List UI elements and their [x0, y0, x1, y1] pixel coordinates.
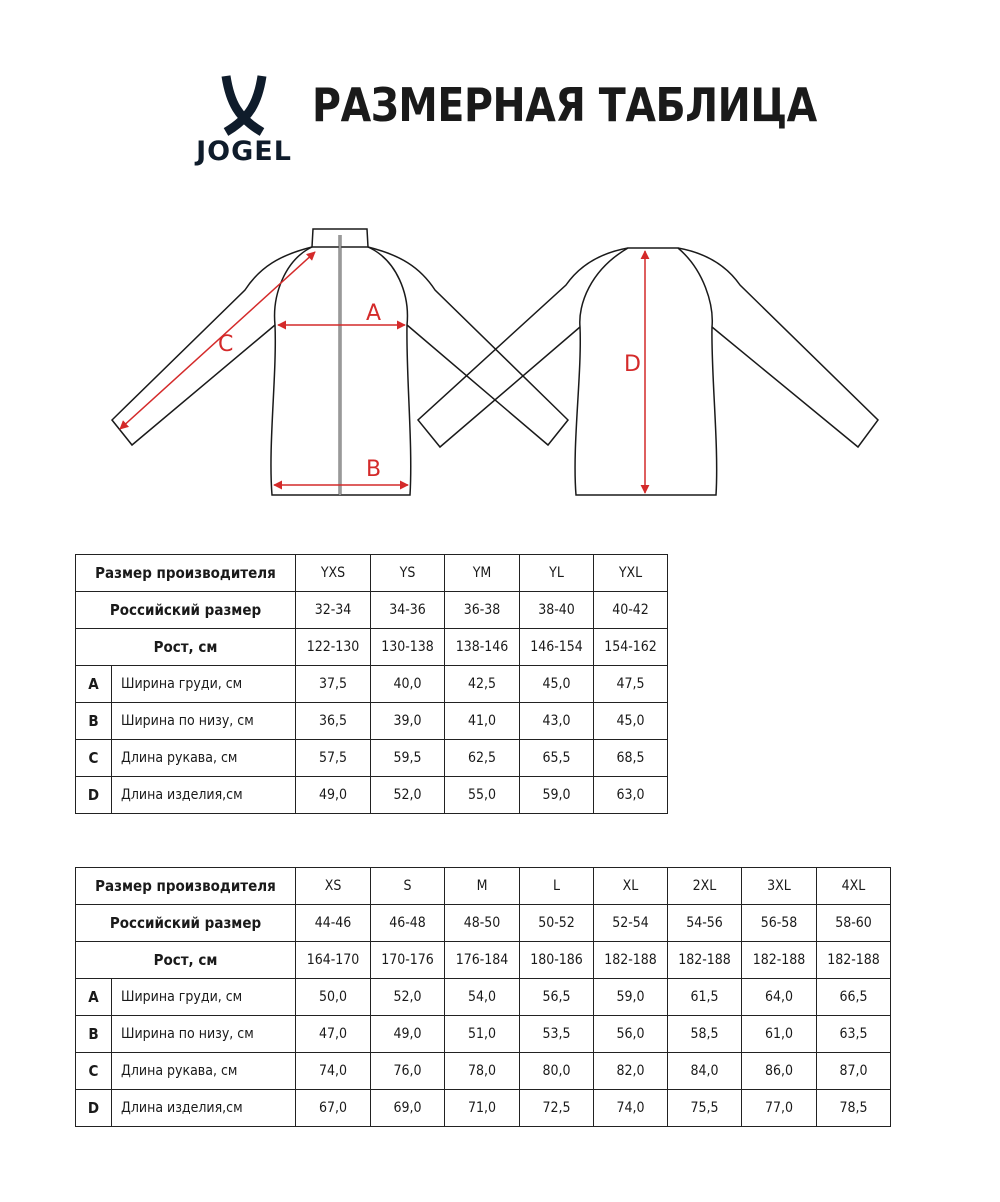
table-cell: 51,0 [445, 1016, 520, 1053]
table-cell: 62,5 [445, 740, 520, 777]
table-row [76, 592, 668, 629]
table-cell: 50-52 [520, 905, 594, 942]
label-c: C [218, 332, 234, 357]
table-cell: 67,0 [296, 1090, 371, 1127]
table-cell: 40-42 [594, 592, 668, 629]
table-cell: 74,0 [296, 1053, 371, 1090]
table-cell: 56,5 [520, 979, 594, 1016]
table-cell: 56,0 [594, 1016, 668, 1053]
table-cell: S [371, 868, 445, 905]
table-cell: 182-188 [594, 942, 668, 979]
measure-label: Длина рукава, см [112, 740, 296, 777]
table-cell: 45,0 [520, 666, 594, 703]
table-cell: 182-188 [668, 942, 742, 979]
row-header: Российский размер [76, 905, 296, 942]
measure-label: Длина изделия,см [112, 1090, 296, 1127]
table-row [76, 942, 891, 979]
table-cell: 80,0 [520, 1053, 594, 1090]
table-cell: 182-188 [742, 942, 817, 979]
table-cell: 49,0 [371, 1016, 445, 1053]
table-cell: 154-162 [594, 629, 668, 666]
measure-letter: B [76, 1016, 112, 1053]
measure-letter: B [76, 703, 112, 740]
table-row [76, 555, 668, 592]
table-cell: 52,0 [371, 979, 445, 1016]
table-cell: 36-38 [445, 592, 520, 629]
table-row [76, 868, 891, 905]
row-header: Российский размер [76, 592, 296, 629]
table-cell: 47,0 [296, 1016, 371, 1053]
row-header: Размер производителя [76, 555, 296, 592]
table-cell: 37,5 [296, 666, 371, 703]
table-row [76, 740, 668, 777]
table-row [76, 979, 891, 1016]
table-cell: 65,5 [520, 740, 594, 777]
table-cell: 32-34 [296, 592, 371, 629]
table-cell: 48-50 [445, 905, 520, 942]
table-cell: 68,5 [594, 740, 668, 777]
label-d: D [624, 352, 641, 377]
table-row [76, 629, 668, 666]
table-cell: 176-184 [445, 942, 520, 979]
table-cell: YXL [594, 555, 668, 592]
measure-label: Ширина по низу, см [112, 1016, 296, 1053]
jacket-front [112, 229, 568, 495]
table-cell: 122-130 [296, 629, 371, 666]
measure-letter: A [76, 666, 112, 703]
page-title: РАЗМЕРНАЯ ТАБЛИЦА [312, 78, 817, 132]
table-cell: 36,5 [296, 703, 371, 740]
table-cell: 77,0 [742, 1090, 817, 1127]
table-cell: 164-170 [296, 942, 371, 979]
table-cell: 59,5 [371, 740, 445, 777]
table-cell: 2XL [668, 868, 742, 905]
table-cell: XL [594, 868, 668, 905]
table-cell: 40,0 [371, 666, 445, 703]
table-row [76, 666, 668, 703]
table-cell: 57,5 [296, 740, 371, 777]
table-cell: 34-36 [371, 592, 445, 629]
table-cell: 63,5 [817, 1016, 891, 1053]
row-header: Рост, см [76, 942, 296, 979]
table-cell: 130-138 [371, 629, 445, 666]
label-b: B [366, 457, 382, 482]
table-cell: 59,0 [594, 979, 668, 1016]
size-table-youth [75, 554, 668, 814]
table-row [76, 1016, 891, 1053]
table-cell: YS [371, 555, 445, 592]
table-cell: 58,5 [668, 1016, 742, 1053]
measure-label: Ширина груди, см [112, 979, 296, 1016]
table-cell: 78,5 [817, 1090, 891, 1127]
table-cell: 86,0 [742, 1053, 817, 1090]
table-cell: 78,0 [445, 1053, 520, 1090]
table-cell: 49,0 [296, 777, 371, 814]
measure-label: Ширина груди, см [112, 666, 296, 703]
table-cell: 3XL [742, 868, 817, 905]
table-cell: 45,0 [594, 703, 668, 740]
table-cell: 146-154 [520, 629, 594, 666]
table-cell: 138-146 [445, 629, 520, 666]
table-cell: 61,0 [742, 1016, 817, 1053]
table-cell: L [520, 868, 594, 905]
table-cell: 180-186 [520, 942, 594, 979]
measure-lines [120, 251, 645, 493]
table-row [76, 1090, 891, 1127]
brand-name: JOGEL [196, 136, 292, 167]
table-cell: 44-46 [296, 905, 371, 942]
table-cell: 4XL [817, 868, 891, 905]
row-header: Рост, см [76, 629, 296, 666]
jacket-diagram [100, 215, 900, 515]
table-cell: 43,0 [520, 703, 594, 740]
table-cell: 52,0 [371, 777, 445, 814]
table-cell: 53,5 [520, 1016, 594, 1053]
measure-letter: D [76, 1090, 112, 1127]
table-cell: YL [520, 555, 594, 592]
table-row [76, 703, 668, 740]
table-cell: 84,0 [668, 1053, 742, 1090]
table-cell: YM [445, 555, 520, 592]
jacket-back [418, 248, 878, 495]
table-cell: 39,0 [371, 703, 445, 740]
measure-label: Длина рукава, см [112, 1053, 296, 1090]
table-cell: 42,5 [445, 666, 520, 703]
table-cell: 66,5 [817, 979, 891, 1016]
jogel-x-icon [186, 72, 302, 142]
table-cell: 41,0 [445, 703, 520, 740]
table-cell: 64,0 [742, 979, 817, 1016]
table-cell: 74,0 [594, 1090, 668, 1127]
table-cell: 38-40 [520, 592, 594, 629]
table-cell: 69,0 [371, 1090, 445, 1127]
table-cell: 61,5 [668, 979, 742, 1016]
table-cell: 63,0 [594, 777, 668, 814]
table-cell: 71,0 [445, 1090, 520, 1127]
table-row [76, 777, 668, 814]
table-cell: 55,0 [445, 777, 520, 814]
table-cell: 87,0 [817, 1053, 891, 1090]
measure-letter: C [76, 1053, 112, 1090]
table-cell: 72,5 [520, 1090, 594, 1127]
table-cell: 75,5 [668, 1090, 742, 1127]
table-cell: 54-56 [668, 905, 742, 942]
table-cell: 59,0 [520, 777, 594, 814]
measure-letter: D [76, 777, 112, 814]
table-cell: 47,5 [594, 666, 668, 703]
table-row [76, 1053, 891, 1090]
measure-label: Длина изделия,см [112, 777, 296, 814]
measure-letter: C [76, 740, 112, 777]
label-a: A [366, 301, 382, 326]
table-cell: 56-58 [742, 905, 817, 942]
table-cell: 82,0 [594, 1053, 668, 1090]
measure-letter: A [76, 979, 112, 1016]
table-cell: 76,0 [371, 1053, 445, 1090]
table-cell: YXS [296, 555, 371, 592]
table-cell: 50,0 [296, 979, 371, 1016]
table-cell: XS [296, 868, 371, 905]
table-cell: 46-48 [371, 905, 445, 942]
table-cell: M [445, 868, 520, 905]
row-header: Размер производителя [76, 868, 296, 905]
table-cell: 58-60 [817, 905, 891, 942]
table-cell: 182-188 [817, 942, 891, 979]
table-cell: 170-176 [371, 942, 445, 979]
table-cell: 52-54 [594, 905, 668, 942]
table-cell: 54,0 [445, 979, 520, 1016]
size-table-adult [75, 867, 891, 1127]
table-row [76, 905, 891, 942]
measure-label: Ширина по низу, см [112, 703, 296, 740]
